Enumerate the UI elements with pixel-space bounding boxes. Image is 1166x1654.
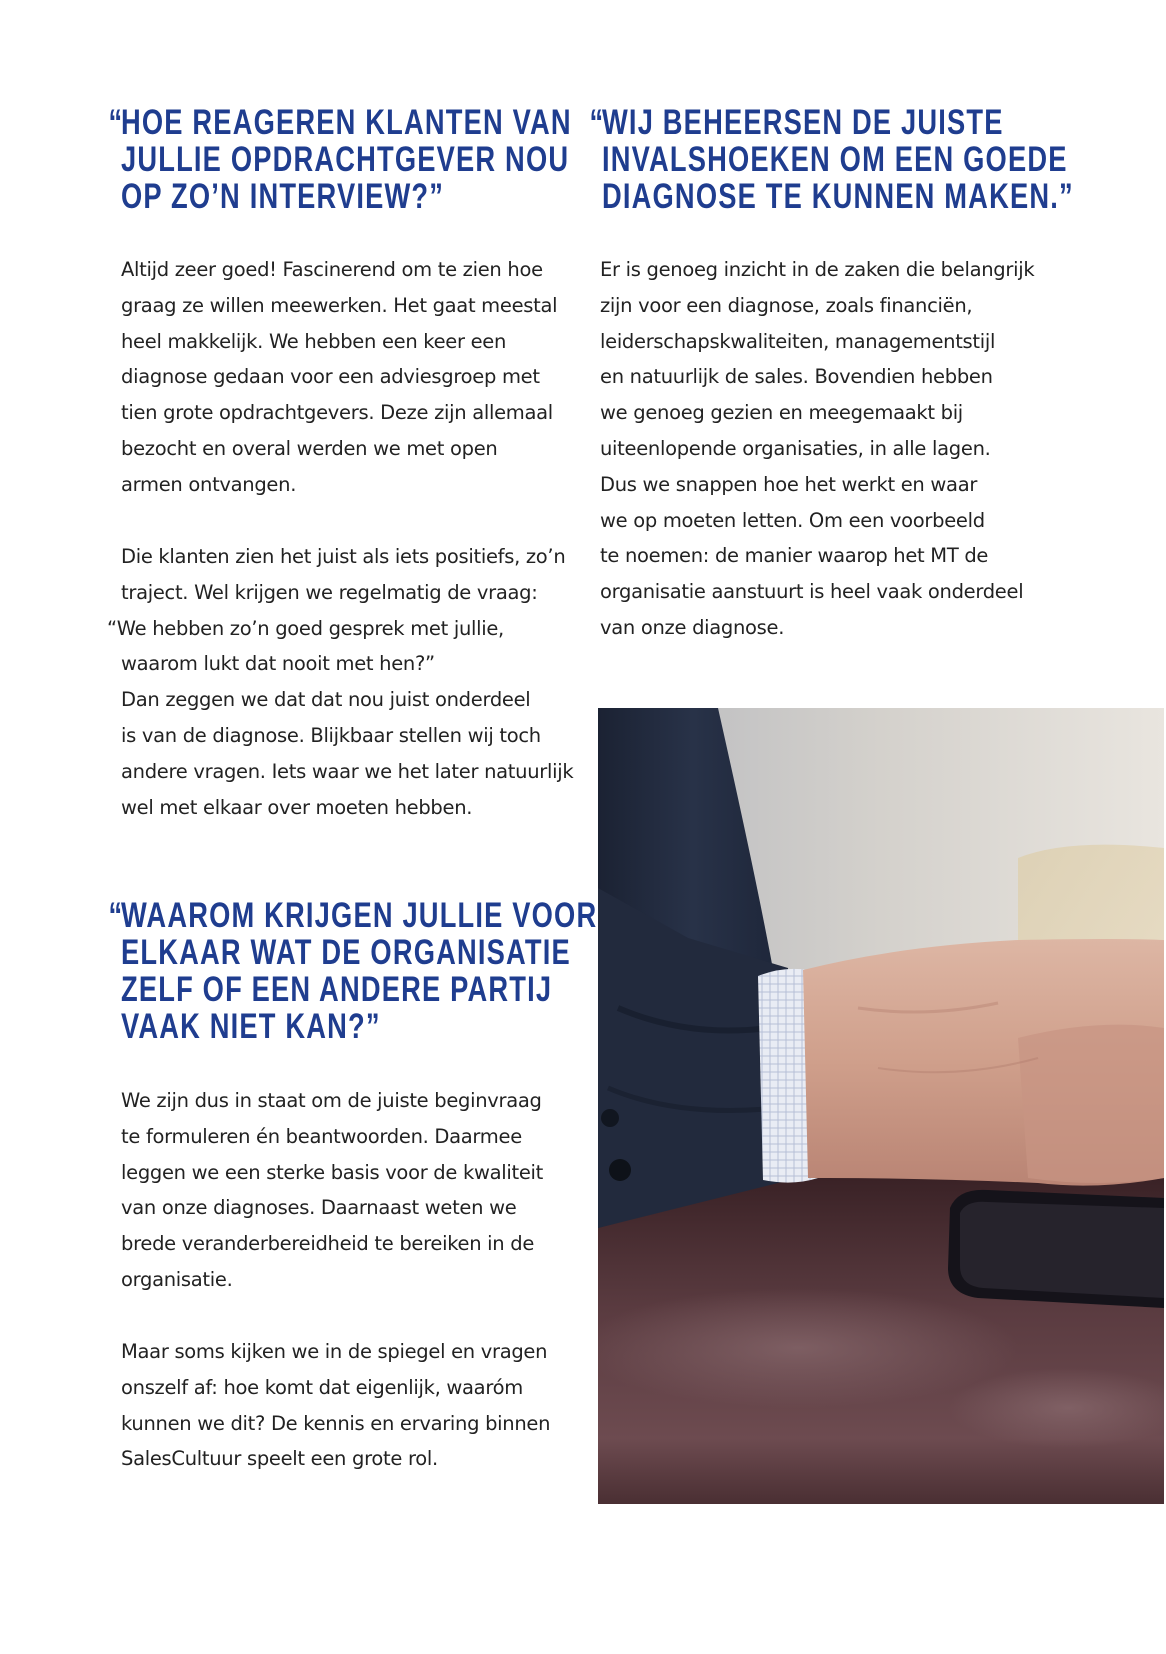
text-line: SalesCultuur speelt een grote rol. bbox=[121, 1447, 438, 1471]
quote-open: “ bbox=[108, 103, 124, 142]
text-line: Dus we snappen hoe het werkt en waar bbox=[600, 472, 978, 496]
text-line: organisatie aanstuurt is heel vaak onderdeel bbox=[600, 580, 1024, 604]
text-line: andere vragen. Iets waar we het later natuurlijk bbox=[121, 759, 574, 783]
paragraph-invalshoeken bbox=[600, 252, 1034, 646]
paragraph-waarom-1 bbox=[121, 1083, 543, 1298]
text-line: uiteenlopende organisaties, in alle lagen. bbox=[600, 436, 991, 460]
text-line: we op moeten letten. Om een voorbeeld bbox=[600, 508, 985, 532]
text-line: We zijn dus in staat om de juiste beginvraag bbox=[121, 1089, 542, 1112]
text-line: van onze diagnose. bbox=[600, 615, 785, 639]
text-line: brede veranderbereidheid te bereiken in de bbox=[121, 1232, 535, 1256]
text-line: traject. Wel krijgen we regelmatig de vraag: bbox=[121, 580, 538, 604]
heading-line: JULLIE OPDRACHTGEVER NOU bbox=[121, 140, 570, 179]
text-line: te formuleren én beantwoorden. Daarmee bbox=[121, 1124, 522, 1148]
text-line: te noemen: de manier waarop het MT de bbox=[600, 544, 989, 568]
text-line: leggen we een sterke basis voor de kwaliteit bbox=[121, 1160, 544, 1184]
heading-line: ZELF OF EEN ANDERE PARTIJ bbox=[121, 970, 553, 1009]
text-line: Dan zeggen we dat dat nou juist onderdeel bbox=[121, 688, 531, 712]
text-line: onszelf af: hoe komt dat eigenlijk, waaróm bbox=[121, 1375, 523, 1399]
paragraph-waarom-2 bbox=[121, 1334, 550, 1477]
text-line: organisatie. bbox=[121, 1267, 233, 1291]
heading-line: DIAGNOSE TE KUNNEN MAKEN.” bbox=[602, 177, 1074, 216]
text-line: is van de diagnose. Blijkbaar stellen wij toch bbox=[121, 723, 541, 747]
text-line: Maar soms kijken we in de spiegel en vragen bbox=[121, 1340, 548, 1363]
text-line: tien grote opdrachtgevers. Deze zijn allemaal bbox=[121, 401, 553, 425]
text-line: en natuurlijk de sales. Bovendien hebben bbox=[600, 365, 993, 389]
text-line: heel makkelijk. We hebben een keer een bbox=[121, 329, 507, 353]
text-line: bezocht en overal werden we met open bbox=[121, 436, 498, 460]
text-line: Er is genoeg inzicht in de zaken die belangrijk bbox=[600, 258, 1035, 281]
heading-invalshoeken bbox=[589, 103, 1074, 216]
text-line: leiderschapskwaliteiten, managementstijl bbox=[600, 329, 996, 353]
photo-business-arm bbox=[598, 708, 1164, 1504]
paragraph-klanten-1 bbox=[121, 252, 557, 503]
quote-open: “ bbox=[108, 896, 124, 935]
heading-line: OP ZO’N INTERVIEW?” bbox=[121, 177, 445, 216]
text-line: “We hebben zo’n goed gesprek met jullie, bbox=[107, 616, 504, 640]
heading-line: INVALSHOEKEN OM EEN GOEDE bbox=[602, 140, 1068, 179]
text-line: kunnen we dit? De kennis en ervaring binnen bbox=[121, 1411, 551, 1435]
paragraph-klanten-2 bbox=[107, 539, 574, 825]
text-line: armen ontvangen. bbox=[121, 472, 297, 496]
heading-line: HOE REAGEREN KLANTEN VAN bbox=[121, 103, 572, 142]
heading-line: WIJ BEHEERSEN DE JUISTE bbox=[602, 103, 1004, 142]
text-line: diagnose gedaan voor een adviesgroep met bbox=[121, 365, 540, 389]
text-line: graag ze willen meewerken. Het gaat meestal bbox=[121, 293, 558, 317]
text-line: wel met elkaar over moeten hebben. bbox=[121, 795, 473, 819]
text-line: we genoeg gezien en meegemaakt bij bbox=[600, 401, 963, 425]
quote-open: “ bbox=[589, 103, 605, 142]
heading-line: WAAROM KRIJGEN JULLIE VOOR bbox=[121, 896, 598, 935]
text-line: Altijd zeer goed! Fascinerend om te zien hoe bbox=[121, 258, 543, 281]
heading-waarom bbox=[108, 896, 598, 1046]
text-line: zijn voor een diagnose, zoals financiën, bbox=[600, 293, 973, 317]
text-line: waarom lukt dat nooit met hen?” bbox=[121, 652, 435, 676]
heading-klanten bbox=[108, 103, 572, 216]
heading-line: ELKAAR WAT DE ORGANISATIE bbox=[121, 933, 571, 972]
text-line: van onze diagnoses. Daarnaast weten we bbox=[121, 1196, 517, 1220]
text-line: Die klanten zien het juist als iets positiefs, zo’n bbox=[121, 545, 566, 568]
heading-line: VAAK NIET KAN?” bbox=[121, 1007, 381, 1046]
